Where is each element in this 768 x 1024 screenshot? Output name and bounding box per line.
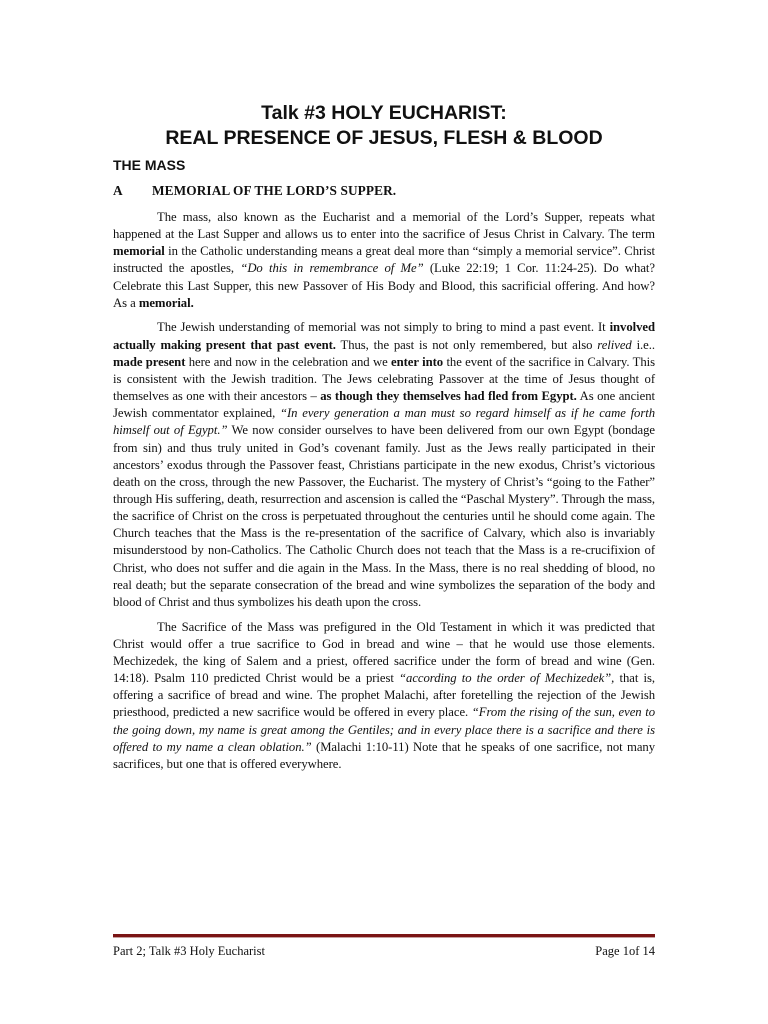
page-title <box>113 101 655 151</box>
text-run: “In every generation a man must so regard himself as if he came forth himself out of Egypt.” <box>113 406 656 438</box>
text-run: memorial <box>113 244 165 259</box>
text-run: here and now in the celebration and we <box>185 354 392 369</box>
subsection-letter: A <box>113 183 123 198</box>
text-run: (Malachi 1:10-11) Note that he speaks of one sacrifice, not many sacrifices, but one that is offered everywhere. <box>113 739 655 771</box>
text-run: involved actually making present that past event. <box>113 320 655 352</box>
footer-title: Part 2; Talk #3 Holy Eucharist <box>113 944 265 958</box>
title-line-2: REAL PRESENCE OF JESUS, FLESH & BLOOD <box>165 127 603 149</box>
text-run: The mass, also known as the Eucharist and a memorial of the Lord’s Supper, repeats what happened at the Last Supper and allows us to enter into the sacrifice of Jesus Christ in Calvary. The term <box>113 210 655 242</box>
document-page <box>113 0 655 1024</box>
footer-rule <box>113 934 655 938</box>
body-paragraph <box>113 319 655 611</box>
text-run: memorial. <box>138 295 194 310</box>
text-run: “Do this in remembrance of Me” <box>240 261 424 276</box>
body-paragraph <box>113 209 655 312</box>
title-line-1: Talk #3 HOLY EUCHARIST: <box>261 102 507 124</box>
subsection-heading <box>113 183 655 199</box>
text-run: as though they themselves had fled from Egypt. <box>320 389 577 404</box>
text-run: in the Catholic understanding means a great deal more than “simply a memorial service”. Christ instructed the apostles, <box>113 244 655 276</box>
page-footer <box>113 944 655 959</box>
text-run: relived <box>597 337 632 352</box>
text-run: Thus, the past is not only remembered, but also <box>335 337 598 352</box>
body-paragraph <box>113 619 655 773</box>
text-run: “according to the order of Mechizedek”, <box>399 671 615 686</box>
text-run: the event of the sacrifice in Calvary. This is consistent with the Jewish tradition. The Jews celebrating Passover at the time of Jesus thought of themselves as one with their ancestors – <box>113 354 655 404</box>
document-body <box>113 209 655 781</box>
text-run: “From the rising of the sun, even to the going down, my name is great among the Gentiles; and in every place there is a sacrifice and there is offered to my name a clean oblation.” <box>113 705 655 754</box>
text-run: made present <box>113 354 186 369</box>
text-run: As one ancient Jewish commentator explained, <box>113 389 655 421</box>
page-number: Page 1of 14 <box>595 944 655 958</box>
text-run: The Jewish understanding of memorial was not simply to bring to mind a past event. It <box>157 320 610 335</box>
text-run: enter into <box>391 354 444 369</box>
text-run: (Luke 22:19; 1 Cor. 11:24-25). Do what? Celebrate this Last Supper, this new Passover of His Body and Blood, this sacrificial offering. And how? As a <box>113 261 655 310</box>
text-run: The Sacrifice of the Mass was prefigured in the Old Testament in which it was predicted that Christ would offer a true sacrifice to God in bread and wine – that he would use those elements. Mechizedek, the king of Salem and a priest, offered sacrifice under the form of bread and wine (Gen. 14:18). Psalm 110 predicted Christ would be a priest <box>113 619 655 686</box>
text-run: We now consider ourselves to have been delivered from our own Egypt (bondage from sin) and thus truly united in God’s covenant family. Just as the Jews really participated in their ancestors’ exodus through the Passover feast, Christians participate in the new exodus, Christ’s victorious death on the cross, through the new Passover, the Eucharist. The mystery of Christ’s “going to the Father” through His suffering, death, resurrection and ascension is called the “Paschal Mystery”. Through the mass, the sacrifice of Christ on the cross is perpetuated throughout the centuries until he should come again. The Church teaches that the Mass is the re-presentation of the sacrifice of Calvary, which also is invariably misunderstood by non-Catholics. The Catholic Church does not teach that the Mass is a re-crucifixion of Christ, who does not suffer and die again in the Mass. In the Mass, there is no real shedding of blood, no real death; but the separate consecration of the bread and wine symbolizes the separation of the body and blood of Christ and thus symbolizes his death upon the cross. <box>113 423 655 609</box>
text-run: i.e.. <box>631 337 655 352</box>
subsection-title: MEMORIAL OF THE LORD’S SUPPER. <box>152 183 397 198</box>
text-run: that is, offering a sacrifice of bread and wine. The prophet Malachi, after foretelling the rejection of the Jewish priesthood, predicted a new sacrifice would be offered in every place. <box>113 671 655 720</box>
section-heading: THE MASS <box>113 157 186 173</box>
